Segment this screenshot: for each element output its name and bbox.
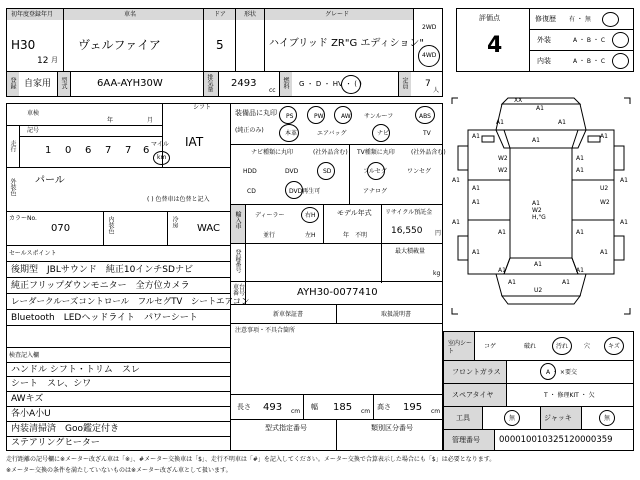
navi-dvd-play: DVD再生可 — [289, 188, 321, 195]
repair-label: 修復歴 — [535, 15, 556, 23]
jack-circle — [599, 410, 615, 426]
diag-mark-7: A1 — [532, 137, 540, 144]
tools-label: 工具 — [456, 414, 470, 422]
tv-analog: アナログ — [363, 188, 388, 195]
checker-line-1: ハンドル シフト・トリム スレ — [11, 365, 140, 375]
sales-line-3: レーダークルーズコントロール フルセグTV シートエアコン — [11, 297, 250, 307]
recycle-value: 16,550 — [391, 226, 423, 236]
diag-mark-17: A1 — [576, 229, 584, 236]
width-cm: cm — [361, 408, 371, 415]
diag-mark-23: U2 — [534, 287, 543, 294]
exterior-grade-options: A ・ B ・ C — [573, 37, 606, 44]
mgmt-row — [443, 429, 634, 451]
diag-mark-11: A1 — [576, 167, 584, 174]
cc-unit: cc — [269, 87, 276, 94]
length-label: 長さ — [237, 403, 251, 411]
tv-type-sub: (社外品含む) — [411, 149, 446, 156]
equip-ps-circle — [279, 106, 297, 124]
length-value: 493 — [263, 402, 283, 413]
diag-mark-15: W2 — [600, 199, 610, 206]
import-parallel: 並行 — [263, 232, 276, 239]
color-no-value: 070 — [51, 223, 71, 234]
interior-scratch-circle — [604, 337, 624, 355]
jack-label: ジャッキ — [544, 414, 572, 422]
interior-item-koge: コゲ — [484, 343, 497, 350]
class-label: 類別区分番号 — [371, 424, 413, 432]
diag-mark-28: A1 — [452, 177, 460, 184]
chassis-row — [230, 281, 443, 305]
height-cm: cm — [431, 408, 441, 415]
type-spec-label: 型式指定番号 — [265, 424, 307, 432]
fuel-hv-circle — [341, 75, 361, 94]
equip-aw-circle — [334, 106, 352, 124]
mileage-label: 走行 — [9, 140, 16, 152]
diag-mark-20: A1 — [534, 261, 542, 268]
import-dealer: ディーラー — [255, 212, 285, 219]
footer-line-1: 走行距離の記号欄に※メーター改ざん車は「※」、#メーター交換車は「$」、走行不明車は「#」を記入してください。メーター交換で合算表示した場合にも「$」は必要となります。 — [6, 456, 496, 463]
aircon-value: WAC — [197, 223, 220, 234]
diag-mark-18: A1 — [472, 249, 480, 256]
windshield-label: フロントガラス — [452, 368, 501, 376]
diag-mark-19: A1 — [600, 249, 608, 256]
sales-line-1: 後期型 JBLサウンド 純正10インチSDナビ — [11, 265, 193, 275]
interior-grade-options: A ・ B ・ C — [573, 58, 606, 65]
tools-value: 無 — [509, 415, 516, 422]
equip-sunroof: サンルーフ — [364, 113, 394, 120]
chassis-label: 車台番号 — [233, 284, 246, 297]
diag-mark-27: A1 — [620, 219, 628, 226]
navi-sd: SD — [323, 168, 332, 175]
memo-label: 記号 — [27, 127, 40, 134]
door-label: ドア — [214, 11, 226, 18]
equip-airbag: エアバッグ — [317, 130, 347, 137]
windshield-row — [443, 360, 634, 384]
drive-4wd-circle — [418, 45, 440, 67]
sales-line-2: 純正フリップダウンモニター 全方位カメラ — [11, 281, 190, 291]
exterior-grade-label: 外装 — [537, 36, 551, 44]
import-handle-left: 左H — [305, 232, 316, 239]
score-label: 評価点 — [479, 14, 500, 22]
width-label: 幅 — [311, 403, 318, 411]
checker-line-2: シート スレ、シワ — [11, 379, 92, 389]
height-label: 高さ — [377, 403, 391, 411]
height-value: 195 — [403, 402, 423, 413]
diag-mark-10: W2 — [498, 167, 508, 174]
repair-circle — [602, 12, 619, 27]
tv-fullseg-circle — [367, 162, 385, 180]
car-name-cell — [63, 8, 204, 72]
reg-value: 自家用 — [24, 79, 52, 89]
mileage-digit-6: 6 — [143, 145, 150, 156]
capacity-value: 7 — [425, 79, 431, 89]
dimensions-row — [230, 394, 443, 420]
sales-label: セールスポイント — [9, 250, 57, 257]
interior-sheet-label: 室内シート — [448, 340, 473, 355]
aircon-label: 冷房 — [171, 216, 178, 228]
equip-leather: 本革 — [285, 130, 298, 137]
mileage-digit-3: 6 — [85, 145, 92, 156]
mileage-digit-2: 0 — [65, 145, 72, 156]
car-name-label: 車名 — [124, 11, 137, 18]
length-cm: cm — [291, 408, 301, 415]
checker-line-5: 内装清掃済 Goo鑑定付き — [11, 424, 119, 434]
equip-aw: AW — [341, 113, 351, 120]
equip-navi: ナビ — [377, 130, 390, 137]
diag-center-mark: A1 W2 H,"G — [532, 200, 546, 222]
door-cell — [203, 8, 236, 72]
width-value: 185 — [333, 402, 353, 413]
mgmt-label: 管理番号 — [452, 436, 480, 444]
spare-row — [443, 383, 634, 407]
grade-value: ハイブリッド ZR"G エディション" — [269, 38, 425, 49]
import-block — [230, 204, 443, 282]
capacity-label: 定員 — [401, 77, 408, 89]
documents-row — [230, 304, 443, 324]
equipment-label: 装備品に丸印 — [235, 109, 277, 117]
new-warranty-label: 新車保証書 — [273, 311, 304, 318]
tv-type-label: TV種類に丸印 — [357, 149, 395, 156]
first-reg-cell — [6, 8, 64, 72]
first-reg-year: H30 — [11, 38, 36, 52]
recycle-yen: 円 — [435, 230, 442, 237]
inspection-block — [6, 103, 231, 246]
shape-cell — [235, 8, 265, 72]
exterior-c-circle — [612, 32, 629, 48]
model-label: 型式 — [60, 77, 67, 89]
diag-mark-26: A1 — [452, 219, 460, 226]
equip-abs-circle — [415, 106, 435, 124]
interior-color-label: 内装色 — [107, 216, 114, 234]
diag-mark-22: A1 — [562, 279, 570, 286]
diag-mark-12: A1 — [472, 185, 480, 192]
manual-label: 取扱説明書 — [381, 311, 412, 318]
first-reg-label: 初年度登録年月 — [11, 11, 54, 18]
navi-type-label: ナビ種類に丸印 — [251, 149, 294, 156]
checker-line-3: AWキズ — [11, 394, 44, 404]
drive-4wd: 4WD — [422, 52, 437, 59]
interior-item-hole: 穴 — [584, 343, 591, 350]
km-circle — [153, 151, 170, 165]
reg-label: 登録 — [9, 77, 16, 89]
diag-mark-16: A1 — [498, 229, 506, 236]
inspection-year-label: 年 — [107, 117, 114, 124]
navi-cd: CD — [247, 188, 256, 195]
displacement-label: 排気量 — [206, 74, 213, 92]
diag-mark-24: A1 — [498, 267, 506, 274]
diag-mark-14: A1 — [472, 199, 480, 206]
diag-mark-21: A1 — [508, 279, 516, 286]
interior-grade-label: 内装 — [537, 57, 551, 65]
notes-label: 注意事項・不具合箇所 — [235, 327, 296, 334]
damage-diagram — [448, 90, 634, 324]
equip-pw-circle — [307, 106, 325, 124]
chassis-value: AYH30-0077410 — [297, 287, 378, 298]
fuel-label: 燃料 — [282, 77, 289, 89]
interior-c-circle — [612, 53, 629, 69]
shift-value: IAT — [185, 135, 204, 149]
diag-mark-5: A1 — [472, 133, 480, 140]
interior-item-scratch: キズ — [608, 343, 620, 350]
interior-stain-circle — [552, 337, 572, 355]
navi-hdd: HDD — [243, 168, 257, 175]
navi-type-sub: (社外品含む) — [313, 149, 348, 156]
model-year-label: モデル年式 — [337, 209, 372, 217]
notes-box — [230, 323, 443, 395]
car-name-value: ヴェルファイア — [78, 38, 161, 52]
equip-leather-circle — [279, 124, 299, 142]
equip-abs: ABS — [419, 113, 431, 120]
equip-pw: PW — [314, 113, 324, 120]
repair-options: 有 ・ 無 — [569, 16, 591, 23]
import-label: 輸入車 — [234, 211, 241, 229]
fuel-options: G ・ D ・ HV ・ ( ) — [299, 80, 362, 88]
inspection-month-label: 月 — [147, 117, 154, 124]
sales-line-4: Bluetooth LEDヘッドライト パワーシート — [11, 313, 198, 323]
footer-line-2: ※メーター交換の条件を満たしていないものは※メーター改ざん車として扱います。 — [6, 467, 232, 474]
grade-label: グレード — [325, 11, 350, 18]
checker-label: 検査記入欄 — [9, 352, 40, 359]
drive-2wd: 2WD — [422, 24, 437, 31]
drive-cell — [413, 8, 443, 72]
diag-mark-3: A1 — [496, 119, 504, 126]
tv-fullseg: フルセグ — [363, 168, 387, 175]
diag-mark-9: A1 — [576, 155, 584, 162]
spare-label: スペアタイヤ — [452, 391, 494, 399]
shift-label: シフト — [193, 104, 212, 111]
navi-dvd: DVD — [285, 168, 299, 175]
exterior-color-value: パール — [35, 175, 65, 186]
equip-navi-circle — [372, 124, 390, 142]
first-reg-month-unit: 月 — [51, 56, 58, 64]
grade-box — [456, 8, 634, 72]
diag-mark-6: A1 — [600, 133, 608, 140]
interior-sheet-row — [443, 331, 634, 361]
diag-mark-4: A1 — [558, 119, 566, 126]
navi-sd-circle — [317, 162, 335, 180]
max-load-label: 最大積載量 — [395, 248, 426, 255]
handle-right-circle — [301, 207, 319, 223]
second-row — [6, 71, 443, 97]
checker-line-4: 各小A小U — [11, 409, 51, 419]
interior-item-tear: 破れ — [524, 343, 537, 350]
equipment-block — [230, 103, 446, 205]
diag-mark-1: XX — [514, 97, 523, 104]
door-value: 5 — [216, 38, 224, 52]
type-row — [230, 419, 443, 451]
grade-cell — [264, 8, 425, 72]
mileage-digit-1: 1 — [45, 145, 52, 156]
inspection-label: 車検 — [27, 110, 40, 117]
equipment-sub: (純正のみ) — [235, 127, 264, 134]
equip-ps: PS — [286, 113, 294, 120]
exterior-color-label: 外装色 — [9, 178, 16, 196]
checker-block — [6, 347, 231, 451]
import-handle-right: 右H — [305, 212, 316, 219]
diag-mark-29: A1 — [620, 177, 628, 184]
model-value: 6AA-AYH30W — [97, 78, 163, 89]
capacity-unit: 人 — [433, 87, 440, 94]
mileage-digit-5: 7 — [125, 145, 132, 156]
tools-row — [443, 406, 634, 430]
tv-oneseg: ワンセグ — [407, 168, 432, 175]
max-load-kg: kg — [433, 270, 441, 277]
reg-no-label: 登録番号 — [234, 249, 241, 273]
diag-mark-8: W2 — [498, 155, 508, 162]
checker-line-6: ステアリングヒーター — [11, 438, 100, 448]
mileage-digit-4: 7 — [105, 145, 112, 156]
diag-mark-2: A1 — [536, 105, 544, 112]
displacement-value: 2493 — [231, 78, 257, 89]
windshield-a-circle — [540, 363, 556, 380]
windshield-value: A ・ ×要交 — [546, 369, 577, 376]
mgmt-value: 000010010325120000359 — [499, 435, 613, 445]
jack-value: 無 — [604, 415, 611, 422]
diag-mark-13: U2 — [600, 185, 609, 192]
color-no-label: カラーNo. — [9, 215, 37, 222]
model-year-value: 年 不明 — [343, 232, 368, 239]
navi-dvd-play-circle — [285, 181, 303, 199]
score-value: 4 — [487, 33, 503, 58]
spare-value: T ・ 修理KIT ・ 欠 — [544, 392, 595, 399]
diag-mark-25: A1 — [576, 267, 584, 274]
equip-tv: TV — [423, 130, 431, 137]
km-unit: km — [157, 154, 167, 161]
recycle-label: リサイクル預託金 — [385, 209, 433, 216]
shape-label: 形状 — [244, 11, 257, 18]
color-note: ( ) 色替車は色替と記入 — [147, 196, 210, 203]
first-reg-month: 12 — [37, 56, 49, 66]
tools-circle — [504, 410, 520, 426]
interior-item-stain: 汚れ — [556, 343, 569, 350]
mile-unit: マイル — [151, 141, 169, 148]
